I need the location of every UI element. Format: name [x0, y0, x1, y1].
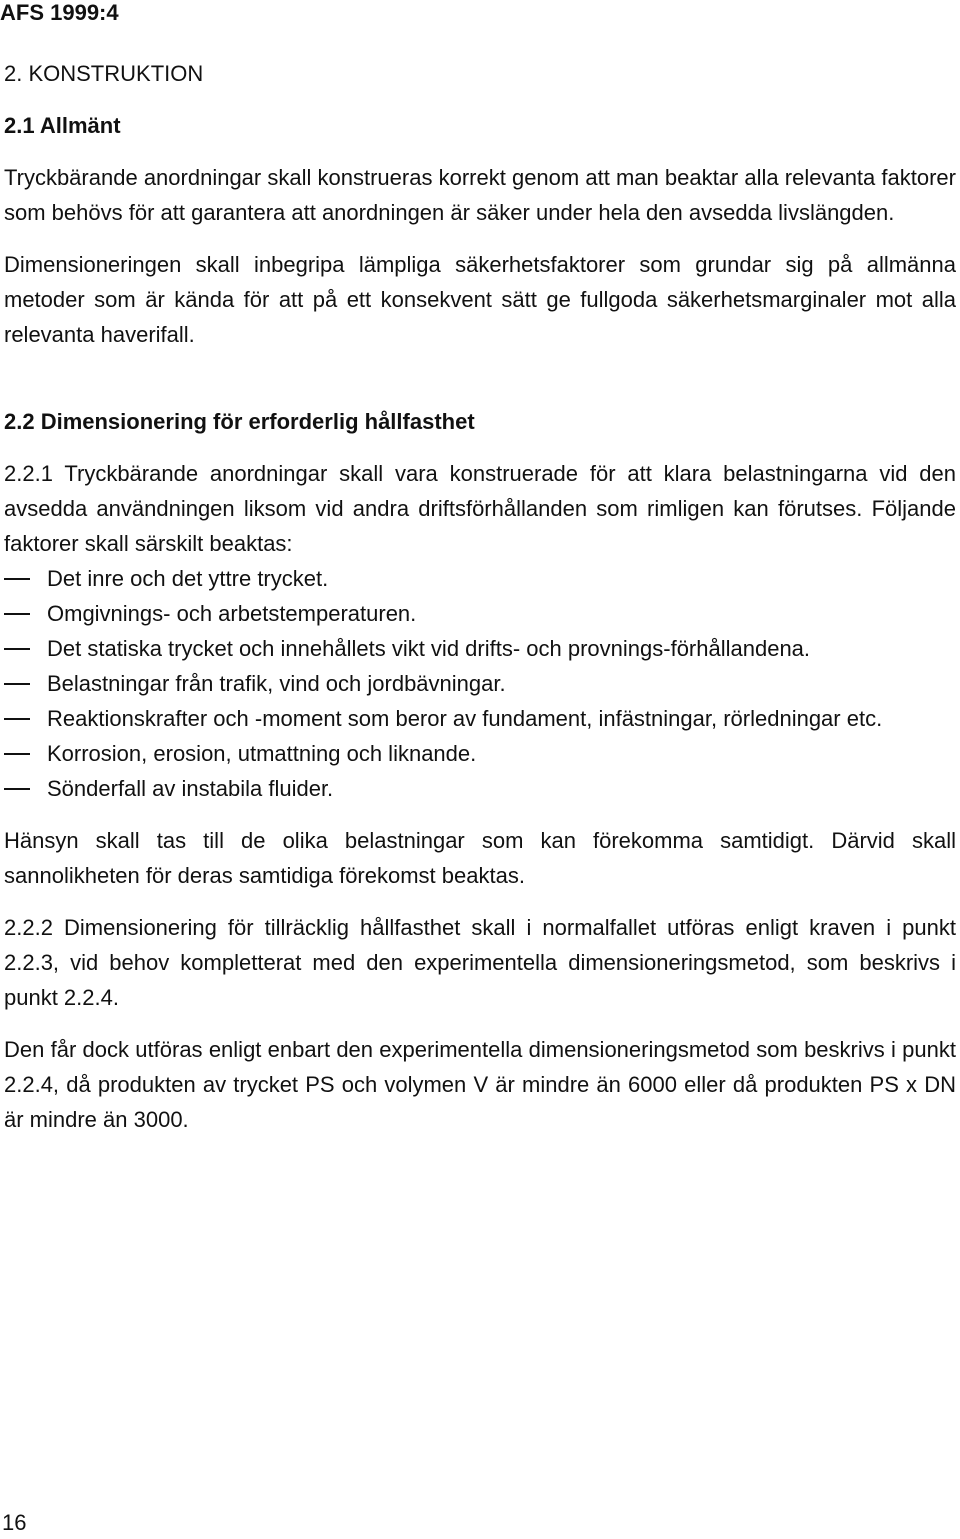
list-item-text: Det statiska trycket och innehållets vikt vid drifts- och provnings-förhållandena. [47, 636, 811, 661]
dash-bullet-icon [4, 753, 30, 755]
section-2-1-paragraph: Tryckbärande anordningar skall konstrueras korrekt genom att man beaktar alla relevanta faktorer som behövs för att garantera att anordningen är säker under hela den avsedda livslängden. [4, 165, 956, 225]
section-2-2-2-paragraph: 2.2.2 Dimensionering för tillräcklig hållfasthet skall i normalfallet utföras enligt kraven i punkt 2.2.3, vid behov kompletterat med den experimentella dimensioneringsmetod, som beskrivs i punkt 2.2.4. [4, 915, 956, 1010]
list-item-text: Omgivnings- och arbetstemperaturen. [47, 601, 417, 626]
list-item [4, 666, 956, 701]
factor-list [4, 561, 956, 806]
list-item-text: Sönderfall av instabila fluider. [47, 776, 334, 801]
dash-bullet-icon [4, 683, 30, 685]
dash-bullet-icon [4, 648, 30, 650]
list-item [4, 771, 956, 806]
section-2-2-title: 2.2 Dimensionering för erforderlig hållfasthet [4, 409, 475, 434]
section-2-1-paragraph: Dimensioneringen skall inbegripa lämpliga säkerhetsfaktorer som grundar sig på allmänna metoder som är kända för att på ett konsekvent sätt ge fullgoda säkerhetsmarginaler mot alla relevanta haverifall. [4, 252, 956, 347]
dash-bullet-icon [4, 788, 30, 790]
list-item [4, 561, 956, 596]
dash-bullet-icon [4, 718, 30, 720]
list-item [4, 701, 956, 736]
list-item-text: Reaktionskrafter och -moment som beror av fundament, infästningar, rörledningar etc. [47, 706, 883, 731]
section-2-2-paragraph: Den får dock utföras enligt enbart den experimentella dimensioneringsmetod som beskrivs i punkt 2.2.4, då produkten av trycket PS och volymen V är mindre än 6000 eller då produkten PS x DN är mindre än 3000. [4, 1037, 956, 1132]
list-item-text: Det inre och det yttre trycket. [47, 566, 329, 591]
chapter-title: 2. KONSTRUKTION [4, 61, 204, 86]
page-number: 16 [2, 1510, 27, 1535]
section-2-2-paragraph: Hänsyn skall tas till de olika belastningar som kan förekomma samtidigt. Därvid skall sannolikheten för deras samtidiga förekomst beaktas. [4, 828, 956, 888]
dash-bullet-icon [4, 613, 30, 615]
dash-bullet-icon [4, 578, 30, 580]
list-item-text: Belastningar från trafik, vind och jordbävningar. [47, 671, 506, 696]
section-2-1-title: 2.1 Allmänt [4, 113, 121, 138]
list-item [4, 596, 956, 631]
document-id: AFS 1999:4 [0, 0, 119, 25]
list-item-text: Korrosion, erosion, utmattning och liknande. [47, 741, 477, 766]
section-2-2-1-paragraph: 2.2.1 Tryckbärande anordningar skall vara konstruerade för att klara belastningarna vid den avsedda användningen liksom vid andra driftsförhållanden som rimligen kan förutses. Följande faktorer skall särskilt beaktas: [4, 461, 956, 556]
list-item [4, 631, 956, 666]
list-item [4, 736, 956, 771]
page-content [4, 56, 956, 1154]
